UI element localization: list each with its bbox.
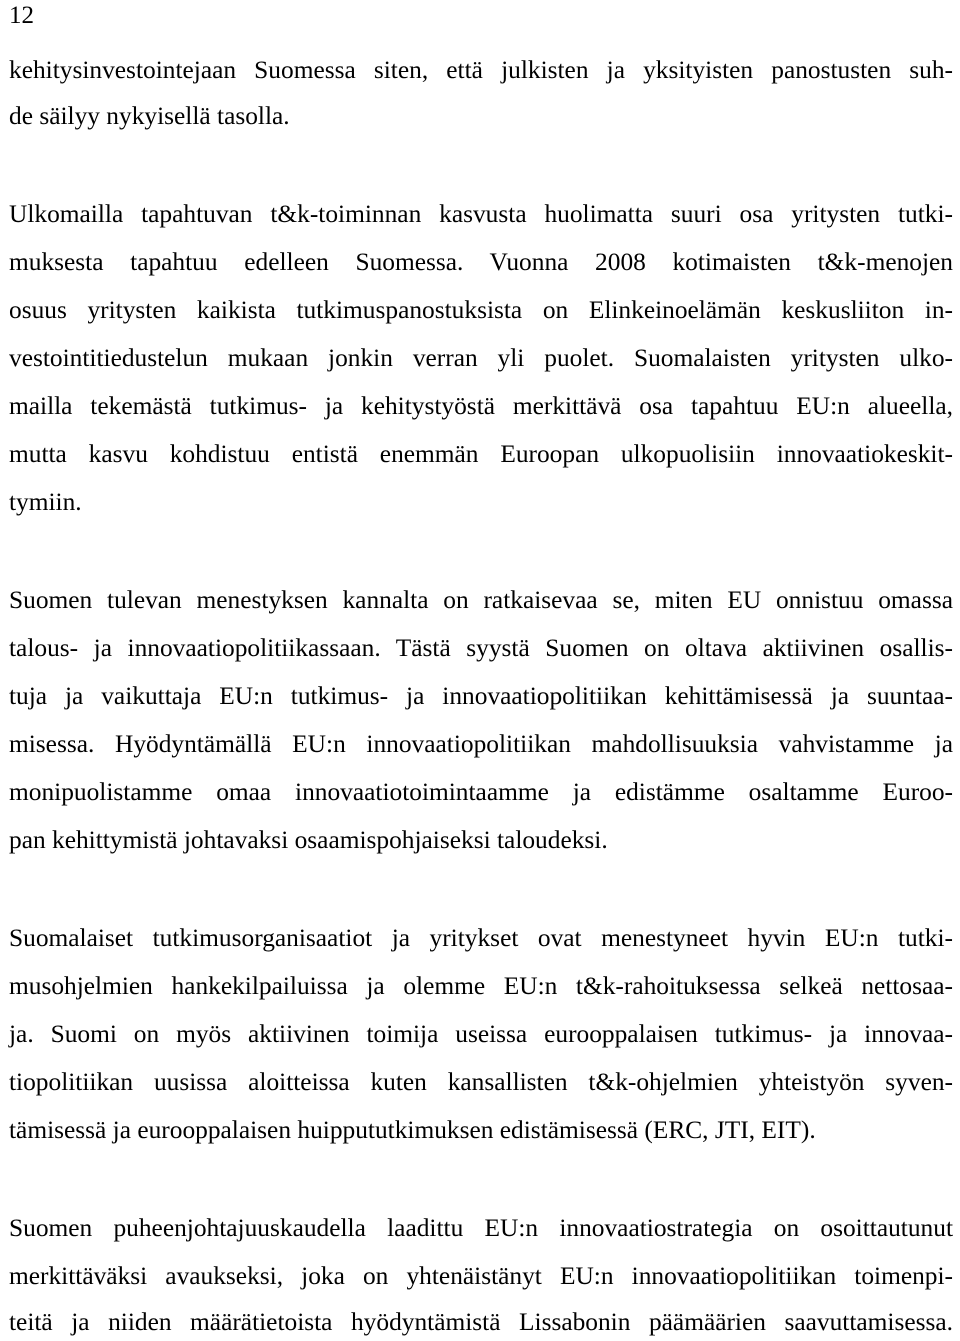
text-line: monipuolistamme omaa innovaatiotoimintaamme ja edistämme osaltamme Euroo- xyxy=(9,778,953,806)
text-line: Suomalaiset tutkimusorganisaatiot ja yritykset ovat menestyneet hyvin EU:n tutki- xyxy=(9,924,953,952)
text-line: ja. Suomi on myös aktiivinen toimija useissa eurooppalaisen tutkimus- ja innovaa- xyxy=(9,1020,953,1048)
text-line: de säilyy nykyisellä tasolla. xyxy=(9,102,290,130)
text-line: muksesta tapahtuu edelleen Suomessa. Vuonna 2008 kotimaisten t&k-menojen xyxy=(9,248,953,276)
page-number: 12 xyxy=(9,2,34,29)
text-line: musohjelmien hankekilpailuissa ja olemme EU:n t&k-rahoituksessa selkeä nettosaa- xyxy=(9,972,953,1000)
text-line: teitä ja niiden määrätietoista hyödyntämistä Lissabonin päämäärien saavuttamisessa. xyxy=(9,1308,953,1336)
text-line: Suomen tulevan menestyksen kannalta on ratkaisevaa se, miten EU onnistuu omassa xyxy=(9,586,953,614)
text-line: merkittäväksi avaukseksi, joka on yhtenäistänyt EU:n innovaatiopolitiikan toimenpi- xyxy=(9,1262,953,1290)
text-line: misessa. Hyödyntämällä EU:n innovaatiopolitiikan mahdollisuuksia vahvistamme ja xyxy=(9,730,953,758)
text-line: tuja ja vaikuttaja EU:n tutkimus- ja innovaatiopolitiikan kehittämisessä ja suuntaa- xyxy=(9,682,953,710)
text-line: tämisessä ja eurooppalaisen huippututkimuksen edistämisessä (ERC, JTI, EIT). xyxy=(9,1116,816,1144)
text-line: vestointitiedustelun mukaan jonkin verran yli puolet. Suomalaisten yritysten ulko- xyxy=(9,344,953,372)
text-line: mutta kasvu kohdistuu entistä enemmän Euroopan ulkopuolisiin innovaatiokeskit- xyxy=(9,440,953,468)
text-line: tymiin. xyxy=(9,488,82,516)
text-line: kehitysinvestointejaan Suomessa siten, että julkisten ja yksityisten panostusten suh- xyxy=(9,56,953,84)
text-line: talous- ja innovaatiopolitiikassaan. Tästä syystä Suomen on oltava aktiivinen osallis- xyxy=(9,634,953,662)
text-line: Ulkomailla tapahtuvan t&k-toiminnan kasvusta huolimatta suuri osa yritysten tutki- xyxy=(9,200,953,228)
text-line: Suomen puheenjohtajuuskaudella laadittu EU:n innovaatiostrategia on osoittautunut xyxy=(9,1214,953,1242)
text-line: mailla tekemästä tutkimus- ja kehitystyöstä merkittävä osa tapahtuu EU:n alueella, xyxy=(9,392,953,420)
text-line: osuus yritysten kaikista tutkimuspanostuksista on Elinkeinoelämän keskusliiton in- xyxy=(9,296,953,324)
text-line: pan kehittymistä johtavaksi osaamispohjaiseksi taloudeksi. xyxy=(9,826,608,854)
text-line: tiopolitiikan uusissa aloitteissa kuten kansallisten t&k-ohjelmien yhteistyön syven- xyxy=(9,1068,953,1096)
